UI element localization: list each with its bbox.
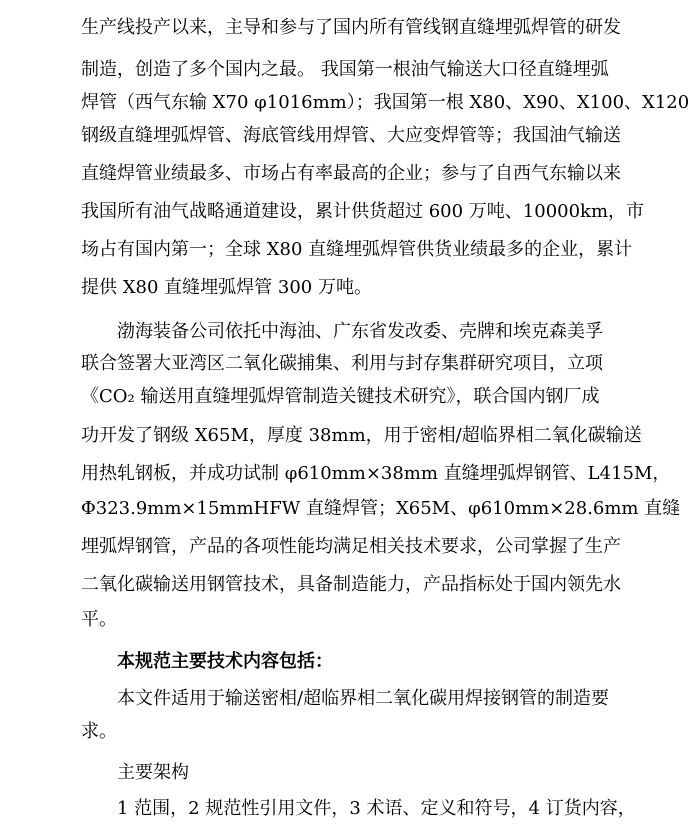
text-line: 渤海装备公司依托中海油、广东省发改委、壳牌和埃克森美孚 [117, 321, 603, 342]
text-line: 场占有国内第一；全球 X80 直缝埋弧焊管供货业绩最多的企业，累计 [81, 239, 633, 260]
text-line: Φ323.9mm×15mmHFW 直缝焊管；X65M、φ610mm×28.6mm 直缝 [81, 498, 681, 519]
text-line: 提供 X80 直缝埋弧焊管 300 万吨。 [81, 277, 372, 298]
text-line: 求。 [81, 721, 117, 742]
text-line: 功开发了钢级 X65M，厚度 38mm，用于密相/超临界相二氧化碳输送 [81, 425, 642, 446]
text-line: 我国所有油气战略通道建设，累计供货超过 600 万吨、10000km，市 [81, 201, 645, 222]
text-line: 制造，创造了多个国内之最。 我国第一根油气输送大口径直缝埋弧 [81, 59, 609, 80]
text-line: 生产线投产以来，主导和参与了国内所有管线钢直缝埋弧焊管的研发 [81, 17, 621, 38]
section-heading: 本规范主要技术内容包括： [117, 651, 333, 672]
text-line: 联合签署大亚湾区二氧化碳捕集、利用与封存集群研究项目，立项 [81, 353, 603, 374]
text-line: 直缝焊管业绩最多、市场占有率最高的企业；参与了自西气东输以来 [81, 163, 621, 184]
text-line: 埋弧焊钢管，产品的各项性能均满足相关技术要求，公司掌握了生产 [81, 536, 621, 557]
text-line: 二氧化碳输送用钢管技术，具备制造能力，产品指标处于国内领先水 [81, 574, 621, 595]
text-line: 用热轧钢板，并成功试制 φ610mm×38mm 直缝埋弧焊钢管、L415M， [81, 463, 671, 484]
text-line: 1 范围，2 规范性引用文件，3 术语、定义和符号，4 订货内容， [117, 798, 636, 819]
text-line: 《CO₂ 输送用直缝埋弧焊管制造关键技术研究》，联合国内钢厂成 [81, 386, 600, 407]
subheading-main-structure: 主要架构 [117, 762, 189, 783]
text-line: 平。 [81, 609, 117, 630]
text-line: 本文件适用于输送密相/超临界相二氧化碳用焊接钢管的制造要 [117, 688, 610, 709]
text-line: 焊管（西气东输 X70 φ1016mm）；我国第一根 X80、X90、X100、X120 [81, 92, 689, 113]
text-line: 钢级直缝埋弧焊管、海底管线用焊管、大应变焊管等；我国油气输送 [81, 125, 621, 146]
